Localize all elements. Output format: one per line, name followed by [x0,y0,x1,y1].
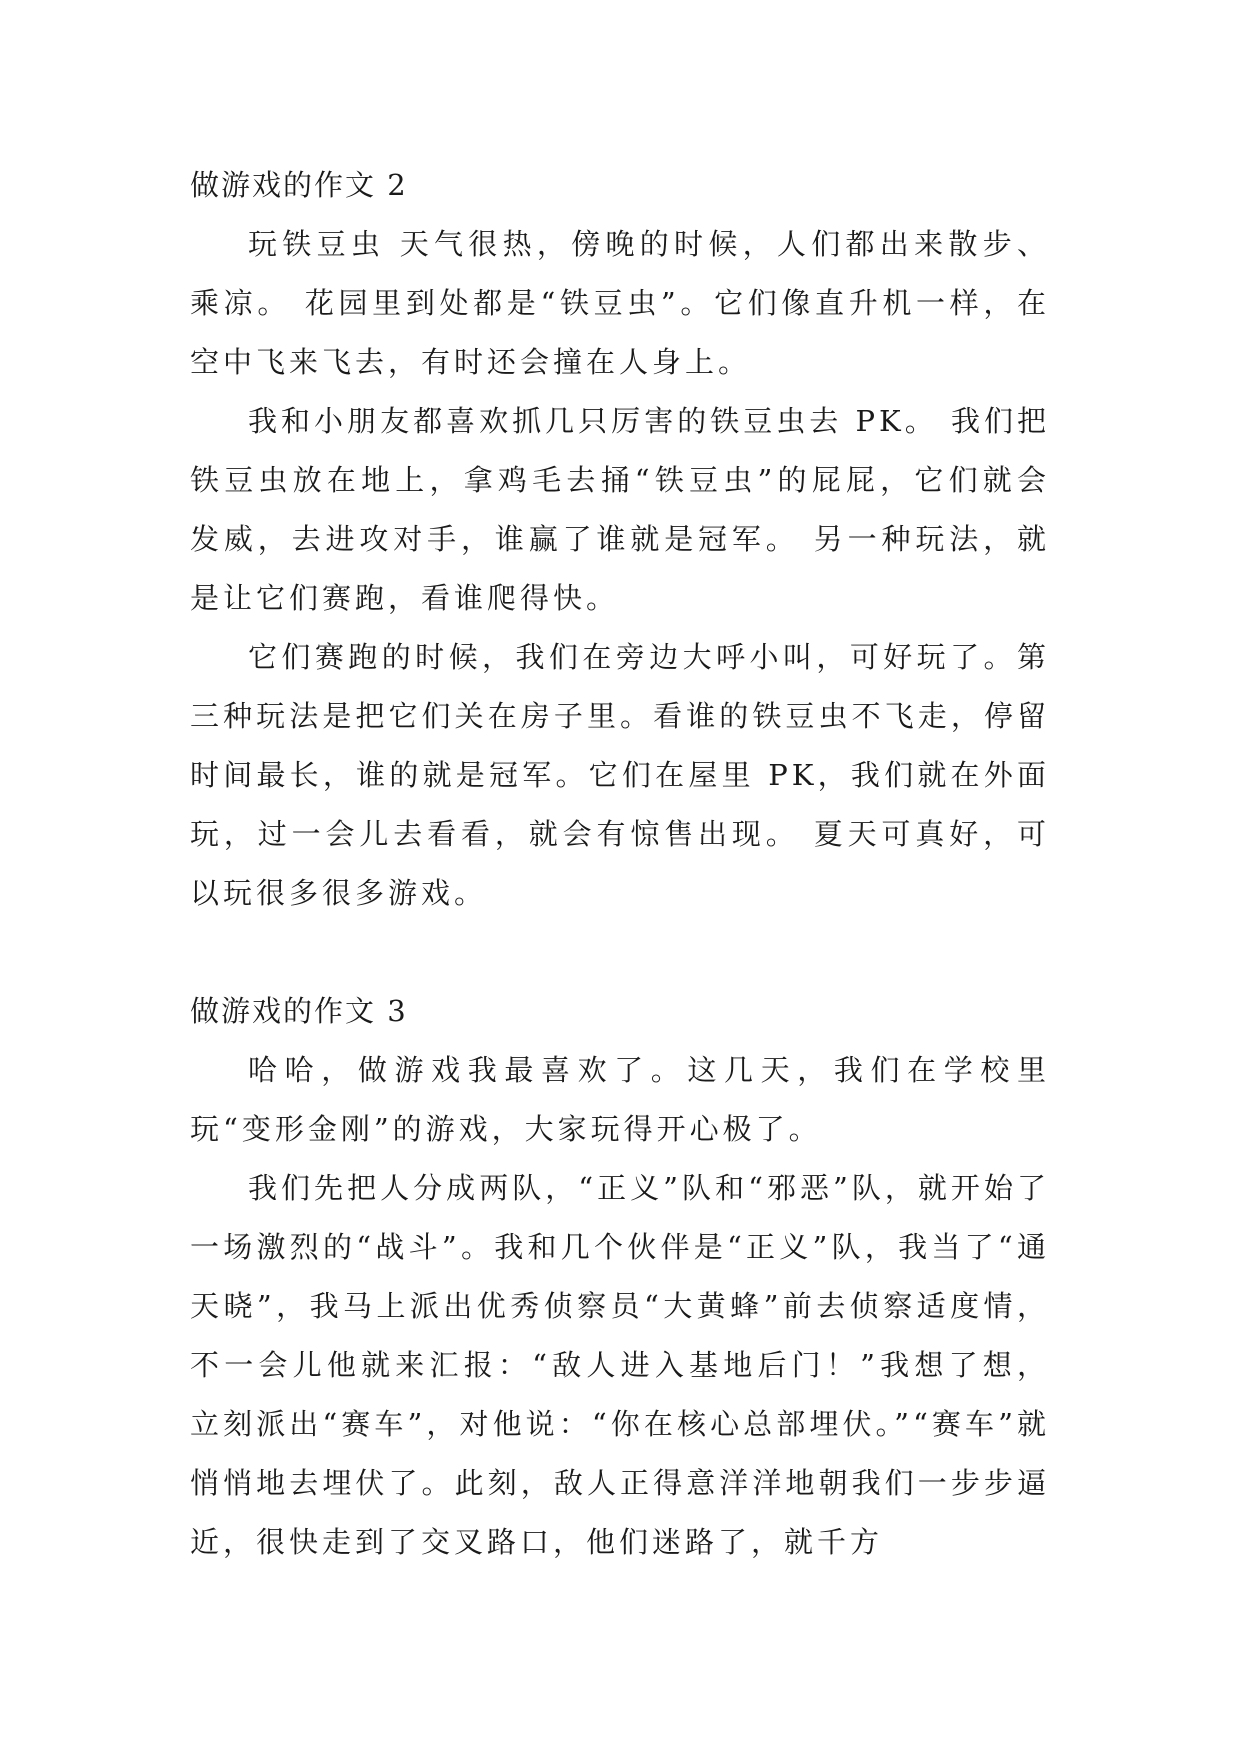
essay-title: 做游戏的作文 3 [190,994,408,1028]
essay-title: 做游戏的作文 2 [190,168,408,202]
paragraph: 哈哈，做游戏我最喜欢了。这几天，我们在学校里玩“变形金刚”的游戏，大家玩得开心极了。 [190,1053,1050,1146]
paragraph: 我们先把人分成两队，“正义”队和“邪恶”队，就开始了一场激烈的“战斗”。我和几个伙伴是“正义”队，我当了“通天晓”，我马上派出优秀侦察员“大黄蜂”前去侦察适度情，不一会儿他就来汇报：“敌人进入基地后门！”我想了想，立刻派出“赛车”，对他说：“你在核心总部埋伏。”“赛车”就悄悄地去埋伏了。此刻，敌人正得意洋洋地朝我们一步步逼近，很快走到了交叉路口，他们迷路了，就千方 [190,1171,1050,1559]
paragraph: 我和小朋友都喜欢抓几只厉害的铁豆虫去 PK。 我们把铁豆虫放在地上，拿鸡毛去捅“铁豆虫”的屁屁，它们就会发威，去进攻对手，谁赢了谁就是冠军。 另一种玩法，就是让它们赛跑，看谁爬得快。 [190,404,1050,615]
paragraph: 玩铁豆虫 天气很热，傍晚的时候，人们都出来散步、乘凉。 花园里到处都是“铁豆虫”。它们像直升机一样，在空中飞来飞去，有时还会撞在人身上。 [190,227,1050,379]
document-body [190,156,1050,1572]
section-spacer [190,923,1050,982]
paragraph: 它们赛跑的时候，我们在旁边大呼小叫，可好玩了。第三种玩法是把它们关在房子里。看谁的铁豆虫不飞走，停留时间最长，谁的就是冠军。它们在屋里 PK，我们就在外面玩，过一会儿去看看，就会有惊售出现。 夏天可真好，可以玩很多很多游戏。 [190,640,1050,910]
